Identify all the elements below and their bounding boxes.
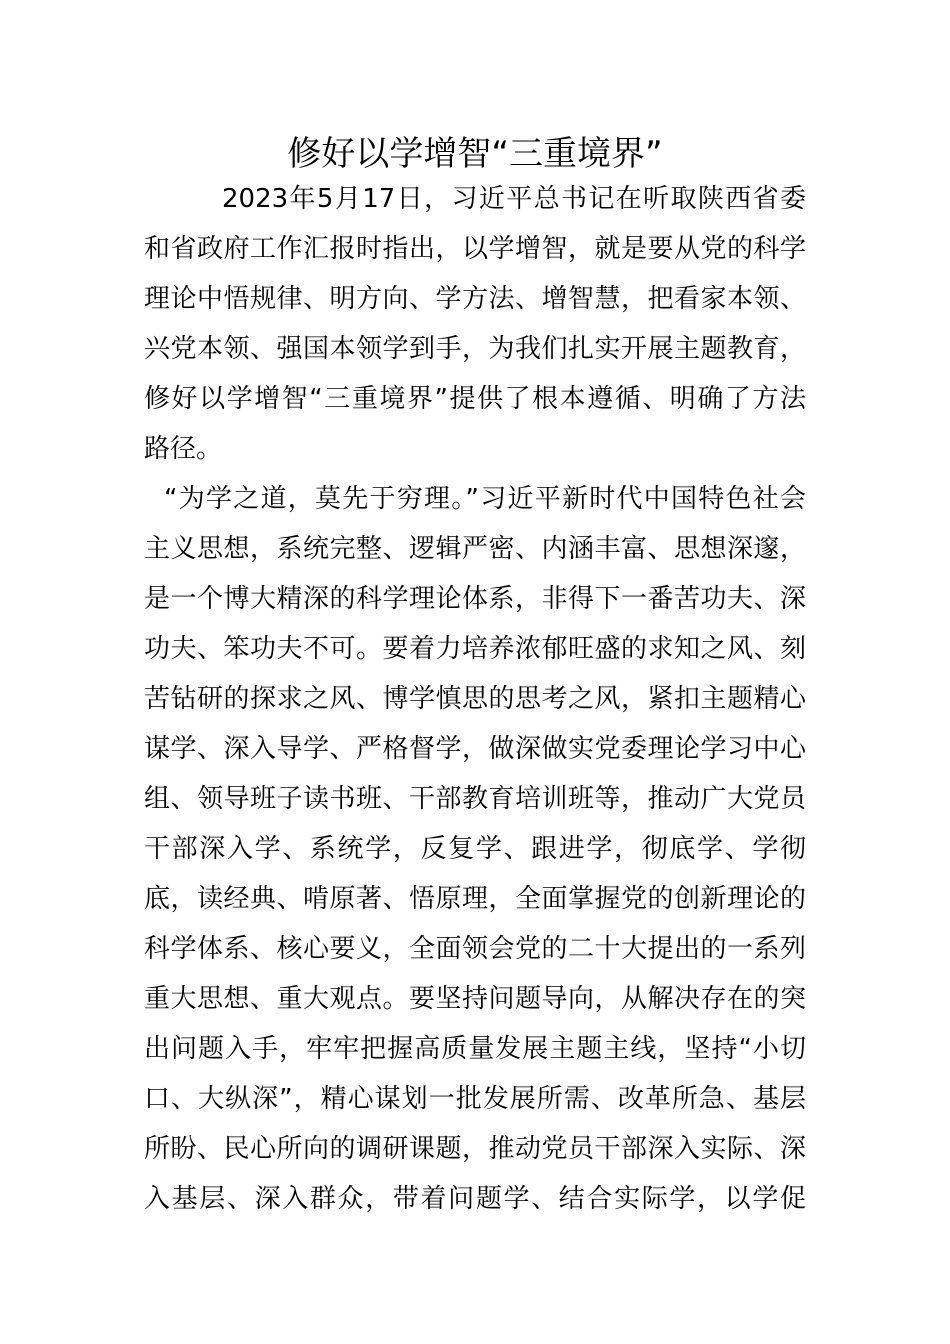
text-line: 路径。 (144, 434, 223, 464)
text-line: 出问题入手，牢牢把握高质量发展主题主线，坚持“小切 (144, 1034, 806, 1064)
text-line: 重大思想、重大观点。要坚持问题导向，从解决存在的突 (144, 984, 806, 1014)
text-line: 所盼、民心所向的调研课题，推动党员干部深入实际、深 (144, 1134, 806, 1164)
text-line: 苦钻研的探求之风、博学慎思的思考之风，紧扣主题精心 (144, 684, 806, 714)
text-line: 和省政府工作汇报时指出，以学增智，就是要从党的科学 (144, 234, 806, 264)
text-line: 功夫、笨功夫不可。要着力培养浓郁旺盛的求知之风、刻 (144, 634, 806, 664)
text-line: 口、大纵深”，精心谋划一批发展所需、改革所急、基层 (144, 1084, 806, 1114)
document-title: 修好以学增智“三重境界” (287, 134, 663, 174)
text-line: 组、领导班子读书班、干部教育培训班等，推动广大党员 (144, 784, 806, 814)
text-line: 科学体系、核心要义，全面领会党的二十大提出的一系列 (144, 934, 806, 964)
text-line: 兴党本领、强国本领学到手，为我们扎实开展主题教育， (144, 334, 806, 364)
text-line: 底，读经典、啃原著、悟原理，全面掌握党的创新理论的 (144, 884, 806, 914)
text-line: 入基层、深入群众，带着问题学、结合实际学，以学促 (144, 1184, 806, 1214)
text-line: 2023年5月17日，习近平总书记在听取陕西省委 (222, 184, 806, 214)
text-line: 谋学、深入导学、严格督学，做深做实党委理论学习中心 (144, 734, 806, 764)
text-line: 主义思想，系统完整、逻辑严密、内涵丰富、思想深邃， (144, 534, 806, 564)
text-line: 干部深入学、系统学，反复学、跟进学，彻底学、学彻 (144, 834, 806, 864)
text-line: “为学之道，莫先于穷理。”习近平新时代中国特色社会 (164, 484, 806, 514)
text-line: 理论中悟规律、明方向、学方法、增智慧，把看家本领、 (144, 284, 806, 314)
text-line: 是一个博大精深的科学理论体系，非得下一番苦功夫、深 (144, 584, 806, 614)
text-line: 修好以学增智“三重境界”提供了根本遵循、明确了方法 (144, 384, 806, 414)
